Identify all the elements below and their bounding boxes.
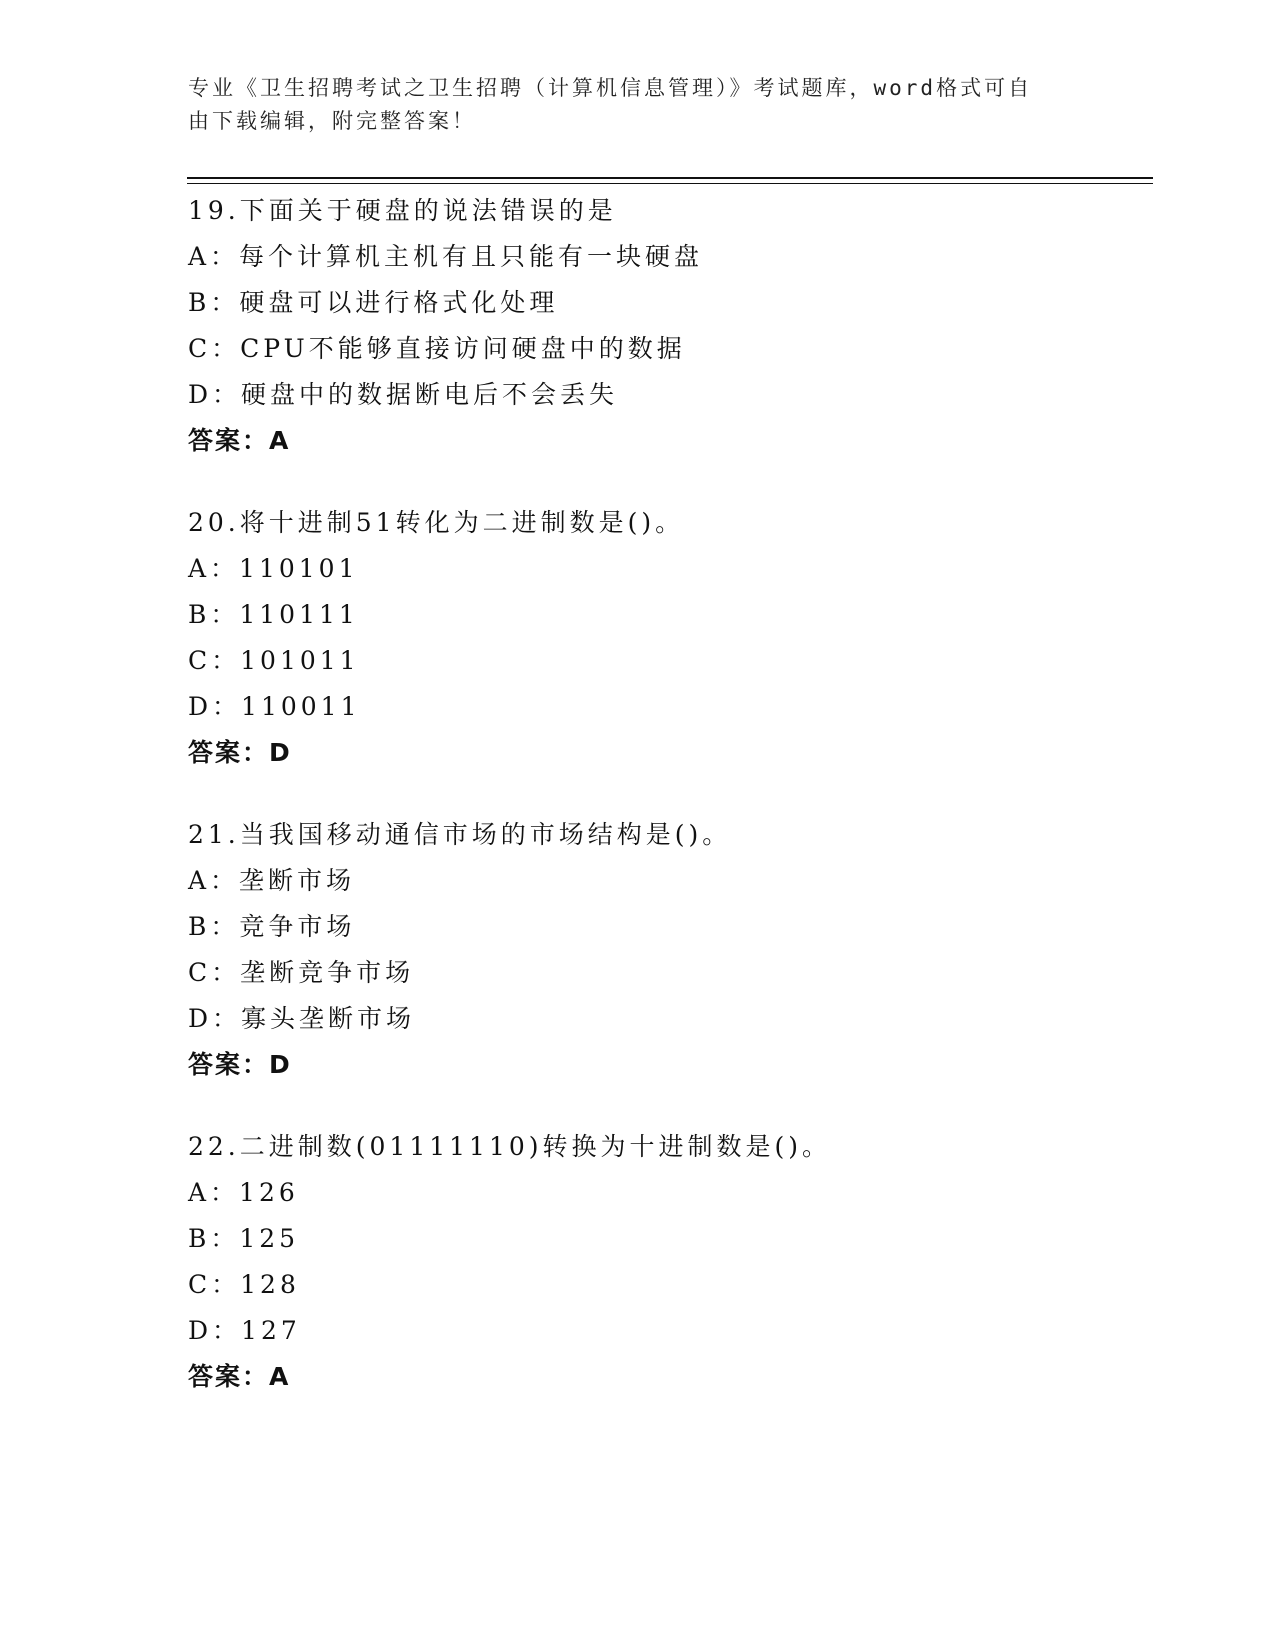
option-a: A：126 — [188, 1178, 299, 1207]
option-b: B：125 — [188, 1224, 300, 1253]
header-divider-thin — [187, 183, 1153, 184]
question-stem: 19.下面关于硬盘的说法错误的是 — [188, 196, 617, 225]
option-d: D：硬盘中的数据断电后不会丢失 — [188, 380, 619, 409]
option-b: B：硬盘可以进行格式化处理 — [188, 288, 559, 317]
option-b: B：110111 — [188, 600, 359, 629]
option-c: C：垄断竞争市场 — [188, 958, 415, 987]
question-stem: 20.将十进制51转化为二进制数是()。 — [188, 508, 685, 537]
option-c: C：CPU不能够直接访问硬盘中的数据 — [188, 334, 686, 363]
question-20 — [188, 500, 1148, 776]
answer-key: 答案：A — [188, 426, 291, 455]
answer-key: 答案：D — [188, 738, 292, 767]
header-line-1: 专业《卫生招聘考试之卫生招聘（计算机信息管理）》考试题库，word格式可自 — [188, 76, 1033, 100]
option-b: B：竞争市场 — [188, 912, 356, 941]
question-stem: 22.二进制数(01111110)转换为十进制数是()。 — [188, 1132, 832, 1161]
option-c: C：128 — [188, 1270, 300, 1299]
option-c: C：101011 — [188, 646, 360, 675]
option-d: D：127 — [188, 1316, 301, 1345]
option-a: A：每个计算机主机有且只能有一块硬盘 — [188, 242, 704, 271]
question-list — [188, 188, 1148, 1436]
question-22 — [188, 1124, 1148, 1400]
header-line-2: 由下载编辑，附完整答案！ — [188, 109, 476, 133]
option-a: A：110101 — [188, 554, 359, 583]
answer-key: 答案：D — [188, 1050, 292, 1079]
question-stem: 21.当我国移动通信市场的市场结构是()。 — [188, 820, 732, 849]
answer-key: 答案：A — [188, 1362, 291, 1391]
question-21 — [188, 812, 1148, 1088]
option-d: D：寡头垄断市场 — [188, 1004, 416, 1033]
question-19 — [188, 188, 1148, 464]
document-header — [188, 72, 1068, 138]
option-a: A：垄断市场 — [188, 866, 356, 895]
header-divider-thick — [187, 177, 1153, 179]
option-d: D：110011 — [188, 692, 361, 721]
